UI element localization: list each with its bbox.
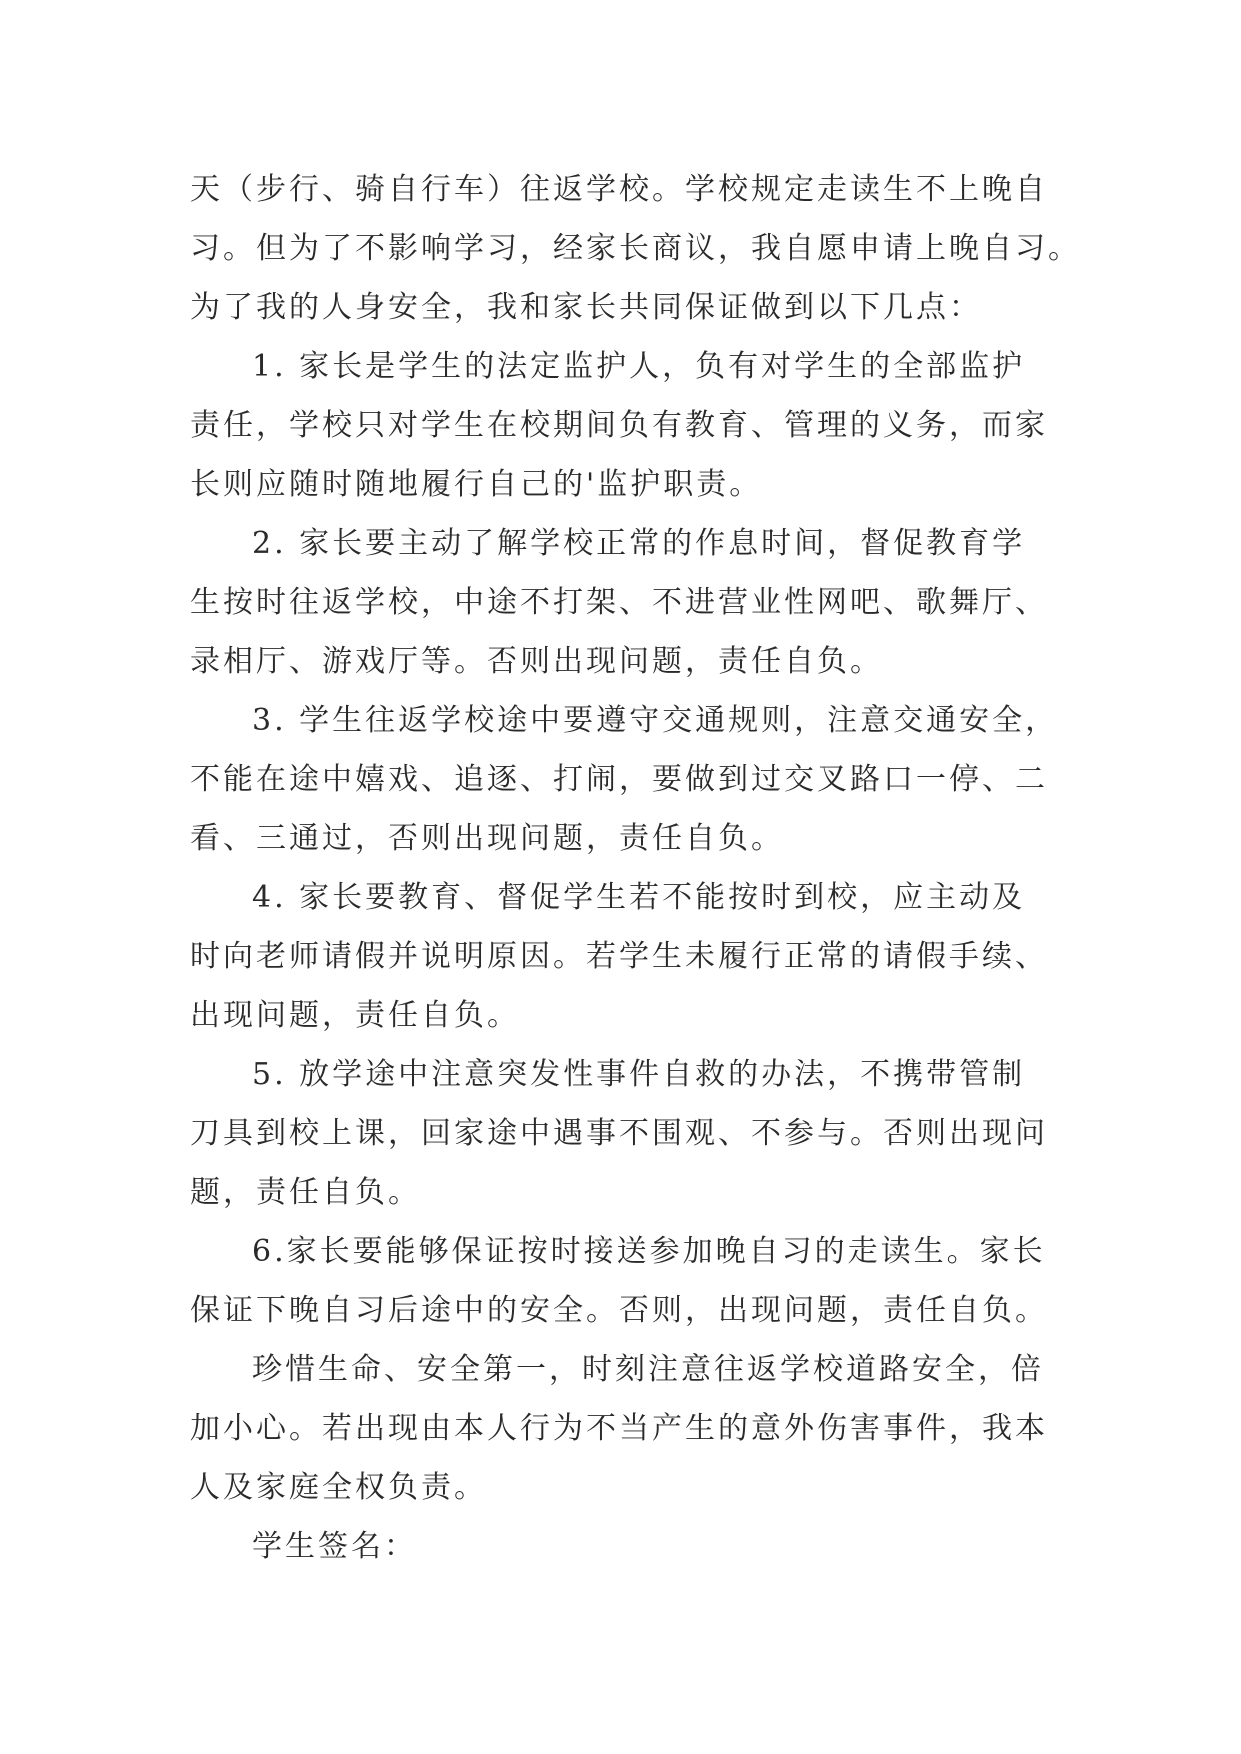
closing-line: 人及家庭全权负责。: [190, 1470, 487, 1505]
signature-section: [190, 1517, 1050, 1576]
intro-line: 习。但为了不影响学习，经家长商议，我自愿申请上晚自习。: [190, 231, 1081, 266]
item-line: 刀具到校上课，回家途中遇事不围观、不参与。否则出现问: [190, 1116, 1048, 1151]
item-line: 生按时往返学校，中途不打架、不进营业性网吧、歌舞厅、: [190, 585, 1048, 620]
item-4-paragraph: [190, 868, 1050, 1045]
item-5-paragraph: [190, 1045, 1050, 1222]
closing-paragraph: [190, 1340, 1050, 1517]
intro-line: 天（步行、骑自行车）往返学校。学校规定走读生不上晚自: [190, 172, 1048, 207]
item-line: 4. 家长要教育、督促学生若不能按时到校，应主动及: [252, 880, 1026, 915]
intro-line: 为了我的人身安全，我和家长共同保证做到以下几点：: [190, 290, 982, 325]
closing-line: 珍惜生命、安全第一，时刻注意往返学校道路安全，倍: [252, 1352, 1044, 1387]
item-line: 保证下晚自习后途中的安全。否则，出现问题，责任自负。: [190, 1293, 1048, 1328]
item-line: 2. 家长要主动了解学校正常的作息时间，督促教育学: [252, 526, 1026, 561]
closing-line: 加小心。若出现由本人行为不当产生的意外伤害事件，我本: [190, 1411, 1048, 1446]
item-line: 不能在途中嬉戏、追逐、打闹，要做到过交叉路口一停、二: [190, 762, 1048, 797]
signature-label: 学生签名：: [252, 1529, 417, 1564]
item-line: 看、三通过，否则出现问题，责任自负。: [190, 821, 784, 856]
item-line: 责任，学校只对学生在校期间负有教育、管理的义务，而家: [190, 408, 1048, 443]
item-line: 5. 放学途中注意突发性事件自救的办法，不携带管制: [252, 1057, 1026, 1092]
item-line: 1. 家长是学生的法定监护人，负有对学生的全部监护: [252, 349, 1026, 384]
item-line: 长则应随时随地履行自己的'监护职责。: [190, 467, 763, 502]
document-body: [190, 160, 1081, 1576]
item-2-paragraph: [190, 514, 1050, 691]
item-line: 6.家长要能够保证按时接送参加晚自习的走读生。家长: [252, 1234, 1046, 1269]
item-line: 时向老师请假并说明原因。若学生未履行正常的请假手续、: [190, 939, 1048, 974]
item-line: 3. 学生往返学校途中要遵守交通规则，注意交通安全，: [252, 703, 1059, 738]
item-1-paragraph: [190, 337, 1050, 514]
item-3-paragraph: [190, 691, 1059, 868]
item-line: 出现问题，责任自负。: [190, 998, 520, 1033]
item-line: 题，责任自负。: [190, 1175, 421, 1210]
item-6-paragraph: [190, 1222, 1050, 1340]
item-line: 录相厅、游戏厅等。否则出现问题，责任自负。: [190, 644, 883, 679]
intro-paragraph: [190, 160, 1081, 337]
